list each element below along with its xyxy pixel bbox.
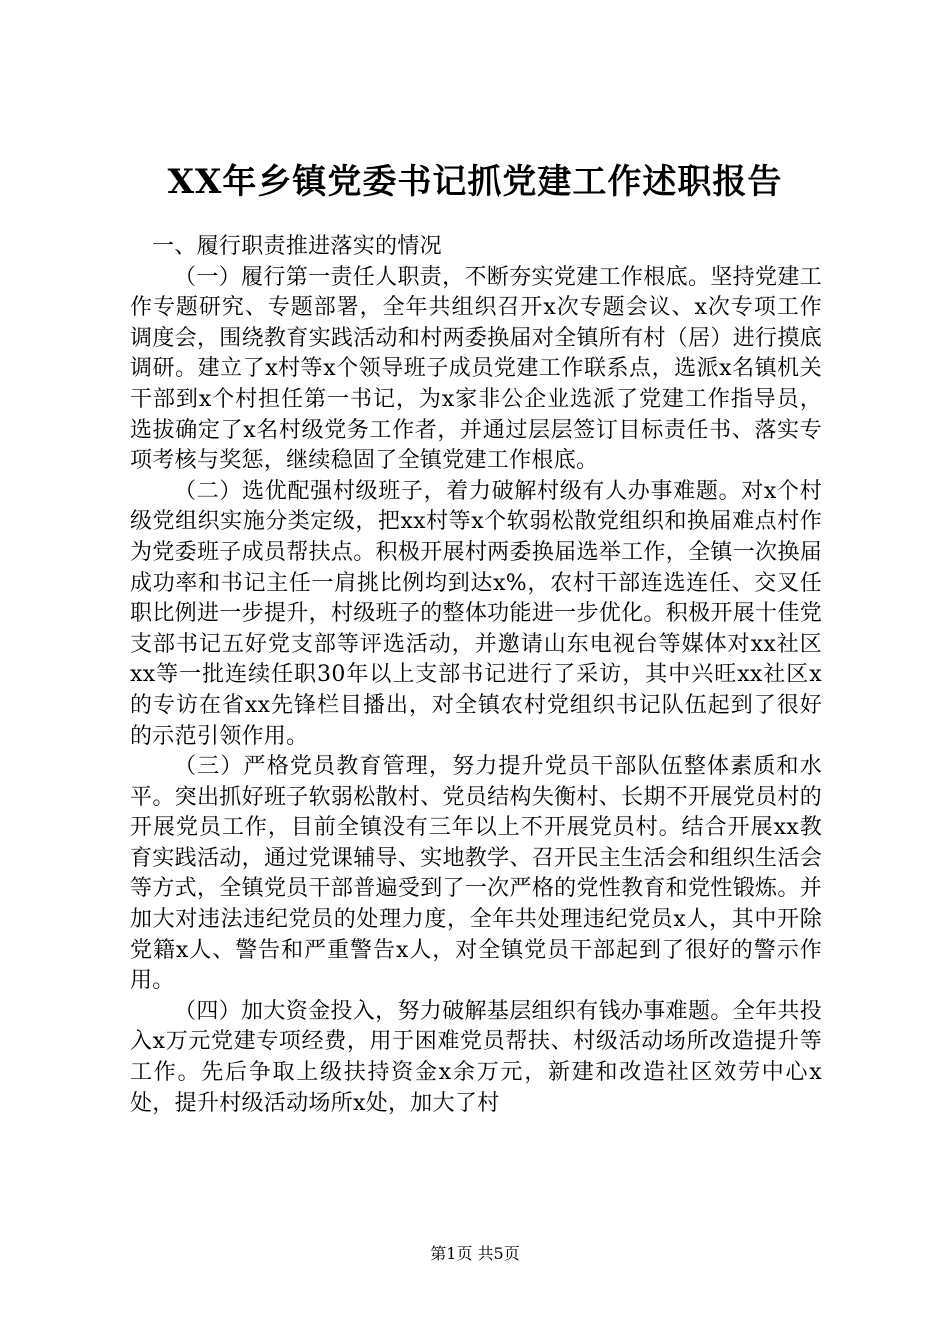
paragraph-4: （四）加大资金投入，努力破解基层组织有钱办事难题。全年共投入x万元党建专项经费，用于困难党员帮扶、村级活动场所改造提升等工作。先后争取上级扶持资金x余万元，新建和改造社区效劳中心x处，提升村级活动场所x处，加大了村: [130, 998, 822, 1116]
paragraph-1: （一）履行第一责任人职责，不断夯实党建工作根底。坚持党建工作专题研究、专题部署，全年共组织召开x次专题会议、x次专项工作调度会，围绕教育实践活动和村两委换届对全镇所有村（居）进行摸底调研。建立了x村等x个领导班子成员党建工作联系点，选派x名镇机关干部到x个村担任第一书记，为x家非公企业选派了党建工作指导员，选拔确定了x名村级党务工作者，并通过层层签订目标责任书、落实专项考核与奖惩，继续稳固了全镇党建工作根底。: [130, 264, 822, 474]
paragraph-3: （三）严格党员教育管理，努力提升党员干部队伍整体素质和水平。突出抓好班子软弱松散村、党员结构失衡村、长期不开展党员村的开展党员工作，目前全镇没有三年以上不开展党员村。结合开展xx教育实践活动，通过党课辅导、实地教学、召开民主生活会和组织生活会等方式，全镇党员干部普遍受到了一次严格的党性教育和党性锻炼。并加大对违法违纪党员的处理力度，全年共处理违纪党员x人，其中开除党籍x人、警告和严重警告x人，对全镇党员干部起到了很好的警示作用。: [130, 754, 822, 994]
page-footer: 第1页 共5页: [430, 1244, 520, 1263]
document-title: XX年乡镇党委书记抓党建工作述职报告: [167, 162, 783, 202]
section-heading: 一、履行职责推进落实的情况: [152, 234, 442, 259]
paragraph-2: （二）选优配强村级班子，着力破解村级有人办事难题。对x个村级党组织实施分类定级，把xx村等x个软弱松散党组织和换届难点村作为党委班子成员帮扶点。积极开展村两委换届选举工作，全镇一次换届成功率和书记主任一肩挑比例均到达x%，农村干部连选连任、交叉任职比例进一步提升，村级班子的整体功能进一步优化。积极开展十佳党支部书记五好党支部等评选活动，并邀请山东电视台等媒体对xx社区xx等一批连续任职30年以上支部书记进行了采访，其中兴旺xx社区x的专访在省xx先锋栏目播出，对全镇农村党组织书记队伍起到了很好的示范引领作用。: [130, 478, 822, 749]
document-body: [130, 232, 822, 1119]
